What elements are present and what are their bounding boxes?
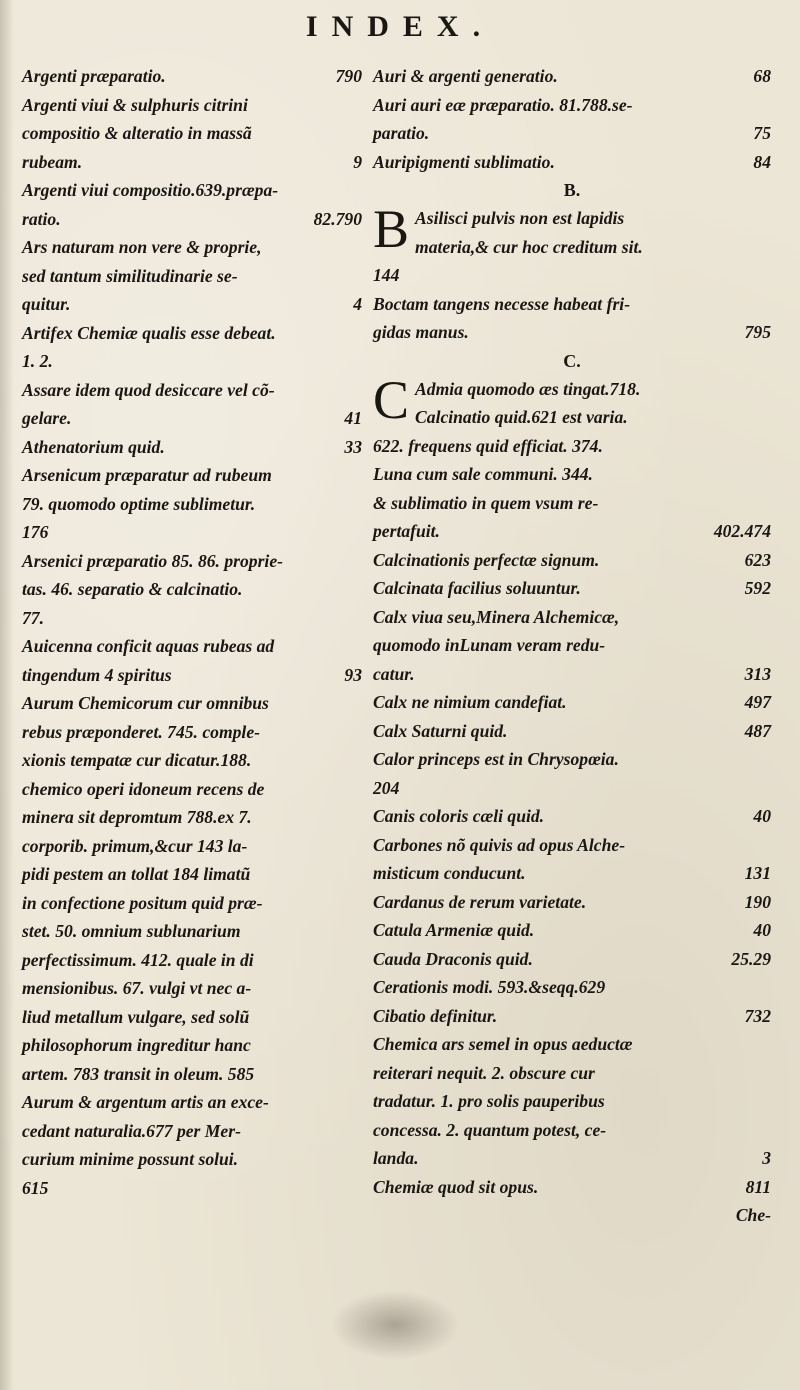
page-number: 25.29 bbox=[731, 948, 771, 969]
page-number: 313 bbox=[744, 663, 771, 684]
page-number: 623 bbox=[744, 549, 771, 570]
index-entry-line: 144 bbox=[373, 265, 400, 285]
index-entry-line: Cardanus de rerum varietate. 190 bbox=[373, 888, 771, 917]
index-entry-line: materia,& cur hoc creditum sit. bbox=[415, 236, 643, 257]
index-entry-line: quomodo inLunam veram redu- bbox=[373, 635, 606, 655]
page-number: 487 bbox=[744, 720, 771, 741]
page-number: 41 bbox=[344, 408, 362, 428]
index-entry-line: Chemiæ quod sit opus. 811 bbox=[373, 1173, 771, 1202]
index-entry bbox=[22, 1088, 362, 1202]
index-entry-line: reiterari nequit. 2. obscure cur bbox=[373, 1062, 595, 1083]
page-number: 68 bbox=[753, 66, 771, 86]
index-entry-line: mensionibus. 67. vulgi vt nec a- bbox=[22, 978, 252, 998]
page-number: 84 bbox=[753, 151, 771, 172]
index-entry-line: 204 bbox=[373, 777, 400, 798]
index-entry-line: 77. bbox=[22, 607, 44, 628]
index-entry-line: Calcinatio quid.621 est varia. bbox=[415, 407, 628, 427]
index-entry bbox=[373, 802, 771, 831]
index-entry bbox=[373, 62, 771, 91]
index-entry-line: cedant naturalia.677 per Mer- bbox=[22, 1120, 241, 1141]
index-entry-line: Canis coloris cæli quid. 40 bbox=[373, 802, 771, 831]
page-number: 811 bbox=[745, 1176, 771, 1197]
index-entry-line: tingendum 4 spiritus 93 bbox=[22, 661, 362, 690]
index-entry-line: Calx Saturni quid. 487 bbox=[373, 717, 771, 746]
index-entry-line: Admia quomodo æs tingat.718. bbox=[415, 378, 641, 399]
index-entry bbox=[373, 888, 771, 917]
index-entry-line: 615 bbox=[22, 1177, 49, 1198]
section-letter-c: C. bbox=[563, 350, 581, 371]
page-number: 4 bbox=[353, 294, 362, 314]
dropcap-c: C bbox=[373, 369, 410, 430]
index-entry-line: landa. 3 bbox=[373, 1144, 771, 1173]
index-entry bbox=[373, 1002, 771, 1031]
index-entry bbox=[22, 689, 362, 1088]
index-entry bbox=[373, 199, 771, 290]
page-number: 131 bbox=[744, 863, 771, 883]
page-number: 82.790 bbox=[313, 208, 362, 229]
index-entry-line: Chemica ars semel in opus aeductæ bbox=[373, 1034, 633, 1054]
index-entry-line: Assare idem quod desiccare vel cõ- bbox=[22, 379, 275, 400]
index-entry-line: rebus præponderet. 745. comple- bbox=[22, 721, 260, 742]
index-entry-line: tas. 46. separatio & calcinatio. bbox=[22, 579, 243, 599]
index-entry bbox=[373, 688, 771, 717]
index-entry-line: Artifex Chemiæ qualis esse debeat. bbox=[22, 322, 276, 343]
index-entry-line: liud metallum vulgare, sed solũ bbox=[22, 1006, 250, 1027]
page-number: 497 bbox=[744, 692, 771, 712]
page-number: 9 bbox=[353, 151, 362, 172]
dropcap-b: B bbox=[373, 199, 410, 259]
index-entry-line: curium minime possunt solui. bbox=[22, 1149, 239, 1169]
index-entry bbox=[22, 461, 362, 547]
index-entry-line: 79. quomodo optime sublimetur. bbox=[22, 493, 256, 514]
index-entry bbox=[373, 945, 771, 974]
index-entry bbox=[373, 916, 771, 945]
index-entry-line: Arsenicum præparatur ad rubeum bbox=[22, 465, 272, 485]
index-entry-line: Calx ne nimium candefiat. 497 bbox=[373, 688, 771, 717]
index-entry-line: Aurum & argentum artis an exce- bbox=[22, 1092, 269, 1112]
page-number: 402.474 bbox=[713, 521, 771, 541]
index-entry-line: Auri & argenti generatio. 68 bbox=[373, 62, 771, 91]
index-entry-line: 176 bbox=[22, 522, 49, 542]
page-header: INDEX. bbox=[305, 10, 495, 43]
section-letter-b: B. bbox=[563, 180, 581, 200]
index-entry-line: Auri auri eæ præparatio. 81.788.se- bbox=[373, 94, 633, 115]
index-entry bbox=[22, 176, 362, 233]
page-number: 75 bbox=[753, 123, 771, 143]
index-entry bbox=[373, 148, 771, 177]
index-entry-line: Ars naturam non vere & proprie, bbox=[22, 237, 262, 257]
index-entry bbox=[373, 91, 771, 148]
index-entry-line: Cerationis modi. 593.&seqq.629 bbox=[373, 977, 606, 997]
index-entry bbox=[373, 290, 771, 347]
index-entry-line: Arsenici præparatio 85. 86. proprie- bbox=[22, 550, 283, 571]
index-entry-line: ratio. 82.790 bbox=[22, 205, 362, 234]
index-entry-line: concessa. 2. quantum potest, ce- bbox=[373, 1119, 607, 1140]
index-entry-line: xionis tempatæ cur dicatur.188. bbox=[22, 750, 252, 770]
index-entry bbox=[373, 973, 771, 1002]
index-entry-line: pertafuit. 402.474 bbox=[373, 517, 771, 546]
index-entry-line: perfectissimum. 412. quale in di bbox=[22, 949, 254, 970]
index-entry-line: rubeam. 9 bbox=[22, 148, 362, 177]
index-entry-line: Calcinationis perfectæ signum. 623 bbox=[373, 546, 771, 575]
page-number: 40 bbox=[753, 920, 771, 940]
index-entry-line: Asilisci pulvis non est lapidis bbox=[415, 208, 625, 228]
index-entry bbox=[373, 831, 771, 888]
index-entry-line: catur. 313 bbox=[373, 660, 771, 689]
index-b-entries bbox=[373, 199, 771, 347]
page-number: 592 bbox=[744, 578, 771, 598]
page-number: 93 bbox=[344, 664, 362, 685]
index-entry-line: Luna cum sale communi. 344. bbox=[373, 464, 593, 484]
index-entry-line: Cibatio definitur. 732 bbox=[373, 1002, 771, 1031]
index-entry bbox=[22, 233, 362, 319]
page-number: 790 bbox=[335, 66, 362, 86]
page-number: 795 bbox=[744, 322, 771, 342]
page-number: 732 bbox=[744, 1005, 771, 1026]
index-entry-line: in confectione positum quid præ- bbox=[22, 892, 263, 913]
page-number: 40 bbox=[753, 806, 771, 826]
index-entry-line: artem. 783 transit in oleum. 585 bbox=[22, 1063, 255, 1084]
index-entry bbox=[373, 603, 771, 689]
index-entry-line: corporib. primum,&cur 143 la- bbox=[22, 835, 248, 856]
index-entry-line: Catula Armeniæ quid. 40 bbox=[373, 916, 771, 945]
index-entry-line: chemico operi idoneum recens de bbox=[22, 778, 265, 799]
index-entry-line: Athenatorium quid. 33 bbox=[22, 433, 362, 462]
index-entry-line: sed tantum similitudinarie se- bbox=[22, 265, 238, 286]
index-entry-line: & sublimatio in quem vsum re- bbox=[373, 492, 599, 513]
page-number: 3 bbox=[762, 1148, 771, 1168]
index-entry bbox=[22, 319, 362, 376]
page-number: 33 bbox=[344, 436, 362, 457]
index-entry-line: Auicenna conficit aquas rubeas ad bbox=[22, 636, 275, 656]
index-entry-line: pidi pestem an tollat 184 limatũ bbox=[22, 864, 251, 884]
index-entry-line: Auripigmenti sublimatio. 84 bbox=[373, 148, 771, 177]
page-fold-shadow bbox=[0, 0, 14, 1390]
index-entry-line: compositio & alteratio in massã bbox=[22, 123, 252, 143]
index-entry-line: Calor princeps est in Chrysopœia. bbox=[373, 749, 619, 769]
page-number: Che- bbox=[735, 1205, 771, 1225]
index-entry-line: Calx viua seu,Minera Alchemicæ, bbox=[373, 606, 620, 627]
index-entry-line: Calcinata facilius soluuntur. 592 bbox=[373, 574, 771, 603]
index-entry-line: Carbones nõ quivis ad opus Alche- bbox=[373, 834, 626, 855]
index-entry bbox=[373, 369, 771, 546]
index-entry bbox=[373, 1030, 771, 1173]
index-a-entries-continued bbox=[373, 62, 771, 176]
index-entry bbox=[373, 546, 771, 575]
index-entry-line: Argenti viui & sulphuris citrini bbox=[22, 94, 248, 115]
index-entry-line: 1. 2. bbox=[22, 351, 53, 371]
index-entry-line: Cauda Draconis quid. 25.29 bbox=[373, 945, 771, 974]
index-entry-line: Boctam tangens necesse habeat fri- bbox=[373, 293, 631, 314]
index-entry bbox=[373, 1173, 771, 1202]
index-entry-line: minera sit depromtum 788.ex 7. bbox=[22, 807, 252, 827]
index-entry-line: quitur. 4 bbox=[22, 290, 362, 319]
index-entry bbox=[22, 62, 362, 91]
section-b bbox=[373, 199, 771, 347]
index-entry-line: gidas manus. 795 bbox=[373, 318, 771, 347]
index-entry-line: tradatur. 1. pro solis pauperibus bbox=[373, 1091, 605, 1111]
index-column-left bbox=[22, 62, 362, 1202]
index-entry-line: Argenti præparatio. 790 bbox=[22, 62, 362, 91]
page-number: 190 bbox=[744, 891, 771, 912]
ink-stain bbox=[330, 1290, 460, 1360]
index-entry-line: stet. 50. omnium sublunarium bbox=[22, 921, 241, 941]
index-entry-line: misticum conducunt. 131 bbox=[373, 859, 771, 888]
index-entry bbox=[22, 376, 362, 433]
index-entry bbox=[22, 547, 362, 633]
index-entry-line: philosophorum ingreditur hanc bbox=[22, 1035, 251, 1055]
index-c-entries bbox=[373, 369, 771, 1225]
index-entry bbox=[373, 717, 771, 746]
index-entry-line: 622. frequens quid efficiat. 374. bbox=[373, 435, 603, 456]
index-entry-line: Aurum Chemicorum cur omnibus bbox=[22, 693, 269, 713]
index-entry-line: paratio. 75 bbox=[373, 119, 771, 148]
index-entry bbox=[22, 632, 362, 689]
index-entry-line: Argenti viui compositio.639.præpa- bbox=[22, 180, 279, 200]
index-column-right bbox=[373, 62, 771, 1230]
index-entry-line: gelare. 41 bbox=[22, 404, 362, 433]
index-entry bbox=[373, 745, 771, 802]
index-entry bbox=[22, 433, 362, 462]
index-entry bbox=[22, 91, 362, 177]
section-c bbox=[373, 369, 771, 1230]
index-entry bbox=[373, 574, 771, 603]
